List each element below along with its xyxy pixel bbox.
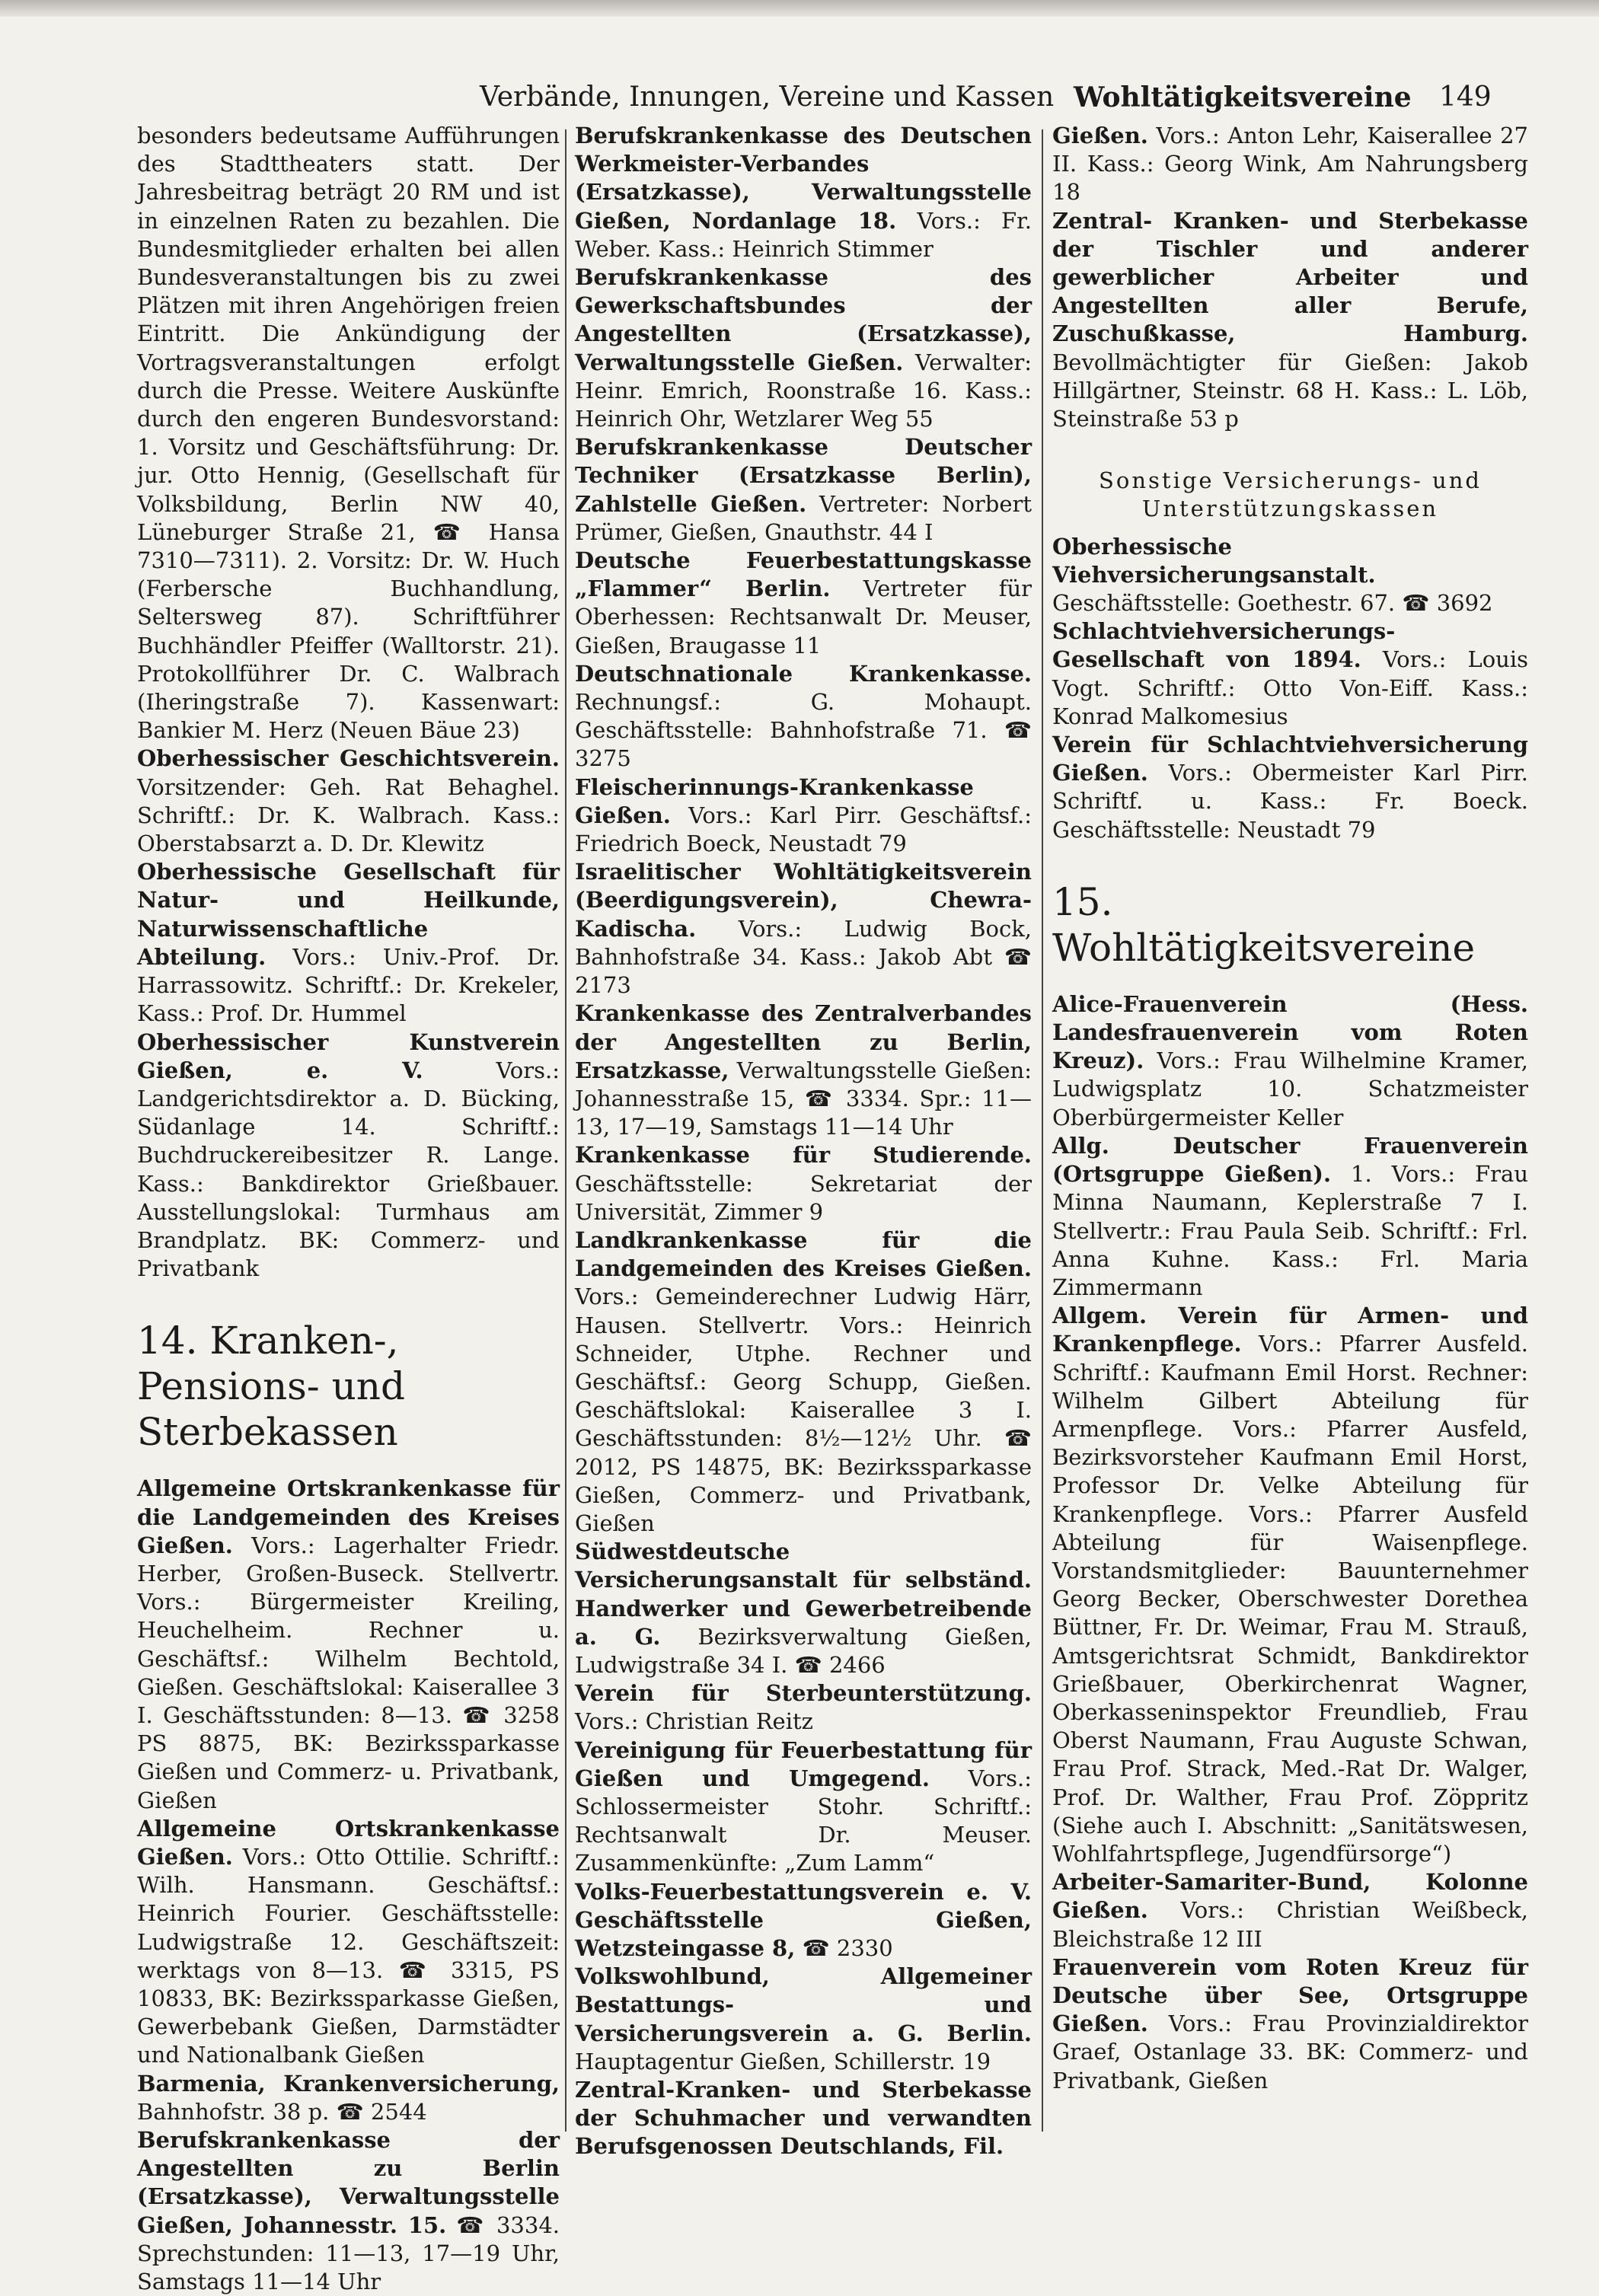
entry-name: Zentral-Kranken- und Sterbekasse der Schuhmacher und verwandten Berufsgenossen Deutschlands, Fil. — [575, 2077, 1032, 2160]
entry-name: Berufskrankenkasse des Deutschen Werkmeister-Verbandes (Ersatzkasse), Verwaltungsstelle Gießen, Nordanlage 18. — [575, 123, 1032, 234]
entry-text: Geschäftsstelle: Sekretariat der Universität, Zimmer 9 — [575, 1170, 1032, 1225]
entry-name: Allgem. Verein für Armen- und Krankenpflege. — [1052, 1303, 1528, 1357]
page-number: 149 — [1439, 81, 1492, 113]
entry-name: Barmenia, Krankenversicherung, — [137, 2070, 560, 2097]
entry-text: Bahnhofstr. 38 p. ☎ 2544 — [137, 2098, 427, 2125]
column-3 — [1052, 122, 1528, 2095]
entry — [137, 1475, 560, 1814]
entry — [1052, 1953, 1528, 2095]
entry — [137, 2126, 560, 2296]
column-divider — [1042, 129, 1043, 2132]
entry-name: Landkrankenkasse für die Landgemeinden des Kreises Gießen. — [575, 1226, 1032, 1282]
entry — [575, 773, 1032, 859]
entry-text: Bezirksverwaltung Gießen, Ludwigstraße 34 I. ☎ 2466 — [575, 1623, 1032, 1678]
entry — [575, 1226, 1032, 1538]
entry — [1052, 1132, 1528, 1302]
page-header — [0, 72, 1599, 126]
entry — [575, 1141, 1032, 1226]
entry-text: Vors.: Pfarrer Ausfeld. Schriftf.: Kaufmann Emil Horst. Rechner: Wilhelm Gilbert Abteilung für Armenpflege. Vors.: Pfarrer Ausfeld, Bezirksvorsteher Kaufmann Emil Horst, Professor Dr. Velke Abteilung für Krankenpflege. Vors.: Pfarrer Ausfeld Abteilung für Waisenpflege. Vorstandsmitglieder: Bauunternehmer Georg Becker, Oberschwester Dorethea Büttner, Fr. Dr. Weimar, Frau M. Strauß, Amtsgerichtsrat Schmidt, Bankdirektor Grießbauer, Oberkirchenrat Wagner, Oberkasseninspektor Freundlieb, Frau Oberst Naumann, Frau Auguste Schwan, Frau Prof. Strack, Med.-Rat Dr. Walger, Prof. Dr. Walther, Frau Prof. Zöppritz (Siehe auch I. Abschnitt: „Sanitätswesen, Wohlfahrtspflege, Jugendfürsorge“) — [1052, 1331, 1529, 1867]
entry-text: Vors.: Landgerichtsdirektor a. D. Bücking, Südanlage 14. Schriftf.: Buchdruckereibesitzer R. Lange. Kass.: Bankdirektor Grießbauer. Ausstellungslokal: Turmhaus am Brandplatz. BK: Commerz- und Privatbank — [137, 1057, 560, 1282]
entry-name: Gießen. — [1052, 123, 1148, 148]
entry — [1052, 1302, 1528, 1868]
entry-text: Vertreter: Norbert Prümer, Gießen, Gnauthstr. 44 I — [575, 490, 1032, 545]
entry-text: Vors.: Lagerhalter Friedr. Herber, Großen-Buseck. Stellvertr. Vors.: Bürgermeister Kreiling, Heuchelheim. Rechner u. Geschäftsf.: Wilhelm Bechtold, Gießen. Geschäftslokal: Kaiserallee 3 I. Geschäftsstunden: 8—13. ☎ 3258 PS 8875, BK: Bezirkssparkasse Gießen und Commerz- u. Privatbank, Gießen — [137, 1532, 560, 1813]
entry-name: Allgemeine Ortskrankenkasse für die Landgemeinden des Kreises Gießen. — [137, 1475, 560, 1558]
entry-name: Verein für Schlachtviehversicherung Gießen. — [1052, 732, 1528, 786]
intro-paragraph: besonders bedeutsame Aufführungen des Stadttheaters statt. Der Jahresbeitrag beträgt 20 RM und ist in einzelnen Raten zu bezahlen. Die Bundesmitglieder erhalten bei allen Bundesveranstaltungen bis zu zwei Plätzen mit ihren Angehörigen freien Eintritt. Die Ankündigung der Vortragsveranstaltungen erfolgt durch die Presse. Weitere Auskünfte durch den engeren Bundesvorstand: 1. Vorsitz und Geschäftsführung: Dr. jur. Otto Hennig, (Gesellschaft für Volksbildung, Berlin NW 40, Lüneburger Straße 21, ☎ Hansa 7310—7311). 2. Vorsitz: Dr. W. Huch (Ferbersche Buchhandlung, Seltersweg 87). Schriftführer Buchhändler Pfeiffer (Walltorstr. 21). Protokollführer Dr. C. Walbrach (Iheringstraße 7). Kassenwart: Bankier M. Herz (Neuen Bäue 23) — [137, 123, 560, 744]
entry-text: Vors.: Frau Provinzialdirektor Graef, Ostanlage 33. BK: Commerz- und Privatbank, Gießen — [1052, 2011, 1528, 2094]
entry-name: Verein für Sterbeunterstützung. — [575, 1680, 1032, 1707]
entry-name: Israelitischer Wohltätigkeitsverein (Beerdigungsverein), Chewra-Kadischa. — [575, 859, 1032, 942]
entry-text: Vors.: Otto Ottilie. Schriftf.: Wilh. Hansmann. Geschäftsf.: Heinrich Fourier. Geschäftsstelle: Ludwigstraße 12. Geschäftszeit: werktags von 8—13. ☎ 3315, PS 10833, BK: Bezirkssparkasse Gießen, Gewerbebank Gießen, Darmstädter und Nationalbank Gießen — [137, 1843, 560, 2068]
entry-text: Vors.: Univ.-Prof. Dr. Harrassowitz. Schriftf.: Dr. Krekeler, Kass.: Prof. Dr. Hummel — [137, 943, 560, 1027]
entry — [575, 858, 1032, 1000]
section-heading: 15. Wohltätigkeitsvereine — [1052, 879, 1476, 970]
section-heading: 14. Kranken-, Pensions- und Sterbekassen — [137, 1319, 406, 1455]
entry-name: Schlachtviehversicherungs-Gesellschaft von 1894. — [1052, 618, 1396, 673]
entry-text: Vors.: Anton Lehr, Kaiserallee 27 II. Kass.: Georg Wink, Am Nahrungsberg 18 — [1052, 123, 1529, 206]
entry — [1052, 122, 1528, 207]
entry — [575, 1878, 1032, 1963]
entry-text: Vors.: Ludwig Bock, Bahnhofstraße 34. Kass.: Jakob Abt ☎ 2173 — [575, 915, 1032, 999]
entry-text: ☎ 3334. Sprechstunden: 11—13, 17—19 Uhr, Samstags 11—14 Uhr — [137, 2211, 560, 2295]
page-top-edge — [0, 0, 1599, 17]
entry-name: Allg. Deutscher Frauenverein (Ortsgruppe Gießen). — [1052, 1132, 1528, 1188]
entry-name: Deutschnationale Krankenkasse. — [575, 660, 1032, 687]
entry-text: Vors.: Obermeister Karl Pirr. Schriftf. u. Kass.: Fr. Boeck. Geschäftsstelle: Neustadt 79 — [1052, 760, 1528, 843]
entry-name: Südwestdeutsche Versicherungsanstalt für selbständ. Handwerker und Gewerbetreibende a. G. — [575, 1539, 1032, 1650]
entry-name: Oberhessische Viehversicherungsanstalt. — [1052, 533, 1376, 588]
entry — [575, 433, 1032, 547]
entry — [137, 858, 560, 1028]
entry — [575, 1963, 1032, 2076]
entry-text: Vors.: Gemeinderechner Ludwig Härr, Hausen. Stellvertr. Vors.: Heinrich Schneider, Utphe. Rechner und Geschäftsf.: Georg Schupp, Gießen. Geschäftslokal: Kaiserallee 3 I. Geschäftsstunden: 8½—12½ Uhr. ☎ 2012, PS 14875, BK: Bezirkssparkasse Gießen, Commerz- und Privatbank, Gießen — [575, 1284, 1032, 1536]
entry — [575, 1736, 1032, 1878]
entry-text: Rechnungsf.: G. Mohaupt. Geschäftsstelle: Bahnhofstraße 71. ☎ 3275 — [575, 689, 1032, 772]
entry — [575, 1679, 1032, 1736]
entry — [137, 745, 560, 858]
entry — [137, 1815, 560, 2070]
entry-text: ☎ 2330 — [802, 1935, 893, 1961]
entry-text: Verwaltungsstelle Gießen: Johannesstraße 15, ☎ 3334. Spr.: 11—13, 17—19, Samstags 11—14 Uhr — [575, 1057, 1032, 1140]
entry-text: Vors.: Karl Pirr. Geschäftsf.: Friedrich Boeck, Neustadt 79 — [575, 802, 1032, 857]
entry — [1052, 207, 1528, 434]
entry — [575, 1538, 1032, 1679]
entry-name: Alice-Frauenverein (Hess. Landesfrauenverein vom Roten Kreuz). — [1052, 990, 1528, 1074]
entry-name: Oberhessischer Geschichtsverein. — [137, 745, 560, 772]
header-section-title: Verbände, Innungen, Vereine und Kassen — [480, 81, 1055, 113]
entry — [575, 122, 1032, 263]
entry-name: Allgemeine Ortskrankenkasse Gießen. — [137, 1815, 560, 1870]
entry — [575, 660, 1032, 773]
entry-name: Frauenverein vom Roten Kreuz für Deutsche über See, Ortsgruppe Gießen. — [1052, 1953, 1528, 2037]
entry-text: Vertreter für Oberhessen: Rechtsanwalt Dr. Meuser, Gießen, Braugasse 11 — [575, 576, 1032, 659]
entry — [137, 2070, 560, 2126]
entry-name: Volks-Feuerbestattungsverein e. V. Geschäftsstelle Gießen, Wetzsteingasse 8, — [575, 1878, 1032, 1961]
column-1 — [137, 122, 560, 2296]
entry — [575, 547, 1032, 660]
entry — [137, 1028, 560, 1284]
entry — [1052, 1868, 1528, 1953]
entry-name: Krankenkasse des Zentralverbandes der Angestellten zu Berlin, Ersatzkasse, — [575, 1000, 1032, 1083]
entry-text: Bevollmächtigter für Gießen: Jakob Hillgärtner, Steinstr. 68 H. Kass.: L. Löb, Steinstraße 53 p — [1052, 349, 1528, 432]
entry-text: Vors.: Fr. Weber. Kass.: Heinrich Stimmer — [575, 207, 1032, 262]
entry-name: Krankenkasse für Studierende. — [575, 1142, 1032, 1169]
column-2 — [575, 122, 1032, 2161]
entry-text: Verwalter: Heinr. Emrich, Roonstraße 16. Kass.: Heinrich Ohr, Wetzlarer Weg 55 — [575, 349, 1032, 432]
entry-name: Deutsche Feuerbestattungskasse „Flammer“ Berlin. — [575, 547, 1032, 602]
entry-name: Oberhessische Gesellschaft für Natur- und Heilkunde, Naturwissenschaftliche Abteilung. — [137, 859, 560, 970]
entry-name: Arbeiter-Samariter-Bund, Kolonne Gießen. — [1052, 1869, 1528, 1924]
entry-text: Vors.: Louis Vogt. Schriftf.: Otto Von-Eiff. Kass.: Konrad Malkomesius — [1052, 646, 1528, 729]
entry-name: Volkswohlbund, Allgemeiner Bestattungs- und Versicherungsverein a. G. Berlin. — [575, 1963, 1032, 2046]
entry-text: Vorsitzender: Geh. Rat Behaghel. Schriftf.: Dr. K. Walbrach. Kass.: Oberstabsarzt a. D. Dr. Klewitz — [137, 773, 560, 857]
header-chapter-title: Wohltätigkeitsvereine — [1074, 81, 1412, 113]
entry — [575, 2076, 1032, 2161]
entry — [1052, 731, 1528, 844]
entry-name: Zentral- Kranken- und Sterbekasse der Tischler und anderer gewerblicher Arbeiter und Angestellten aller Berufe, Zuschußkasse, Hamburg. — [1052, 207, 1528, 347]
entry — [1052, 533, 1528, 618]
entry — [1052, 990, 1528, 1132]
entry-text: Vors.: Christian Weißbeck, Bleichstraße 12 III — [1052, 1897, 1528, 1952]
entry-text: Vors.: Schlossermeister Stohr. Schriftf.: Rechtsanwalt Dr. Meuser. Zusammenkünfte: „Zum Lamm“ — [575, 1765, 1032, 1877]
entry-text: Hauptagentur Gießen, Schillerstr. 19 — [575, 2048, 991, 2074]
entry — [1052, 617, 1528, 731]
entry-name: Berufskrankenkasse des Gewerkschaftsbundes der Angestellten (Ersatzkasse), Verwaltungsstelle Gießen. — [575, 264, 1032, 375]
entry-text: Geschäftsstelle: Goethestr. 67. ☎ 3692 — [1052, 590, 1493, 617]
entry-text: Vors.: Frau Wilhelmine Kramer, Ludwigsplatz 10. Schatzmeister Oberbürgermeister Keller — [1052, 1048, 1528, 1130]
entry-name: Berufskrankenkasse Deutscher Techniker (Ersatzkasse Berlin), Zahlstelle Gießen. — [575, 434, 1032, 517]
column-divider — [565, 129, 567, 2132]
entry-text: Vors.: Christian Reitz — [575, 1708, 813, 1735]
entry-name: Vereinigung für Feuerbestattung für Gießen und Umgegend. — [575, 1736, 1032, 1791]
entry-name: Fleischerinnungs-Krankenkasse Gießen. — [575, 773, 974, 828]
entry — [575, 263, 1032, 433]
entry-name: Berufskrankenkasse der Angestellten zu Berlin (Ersatzkasse), Verwaltungsstelle Gießen, Johannesstr. 15. — [137, 2127, 560, 2238]
entry-name: Oberhessischer Kunstverein Gießen, e. V. — [137, 1028, 560, 1083]
subsection-heading: Sonstige Versicherungs- und Unterstützungskassen — [1099, 467, 1482, 522]
entry — [575, 1000, 1032, 1141]
entry-text: 1. Vors.: Frau Minna Naumann, Keplerstraße 7 I. Stellvertr.: Frau Paula Seib. Schriftf.: Frl. Anna Kuhne. Kass.: Frl. Maria Zimmermann — [1052, 1161, 1529, 1300]
